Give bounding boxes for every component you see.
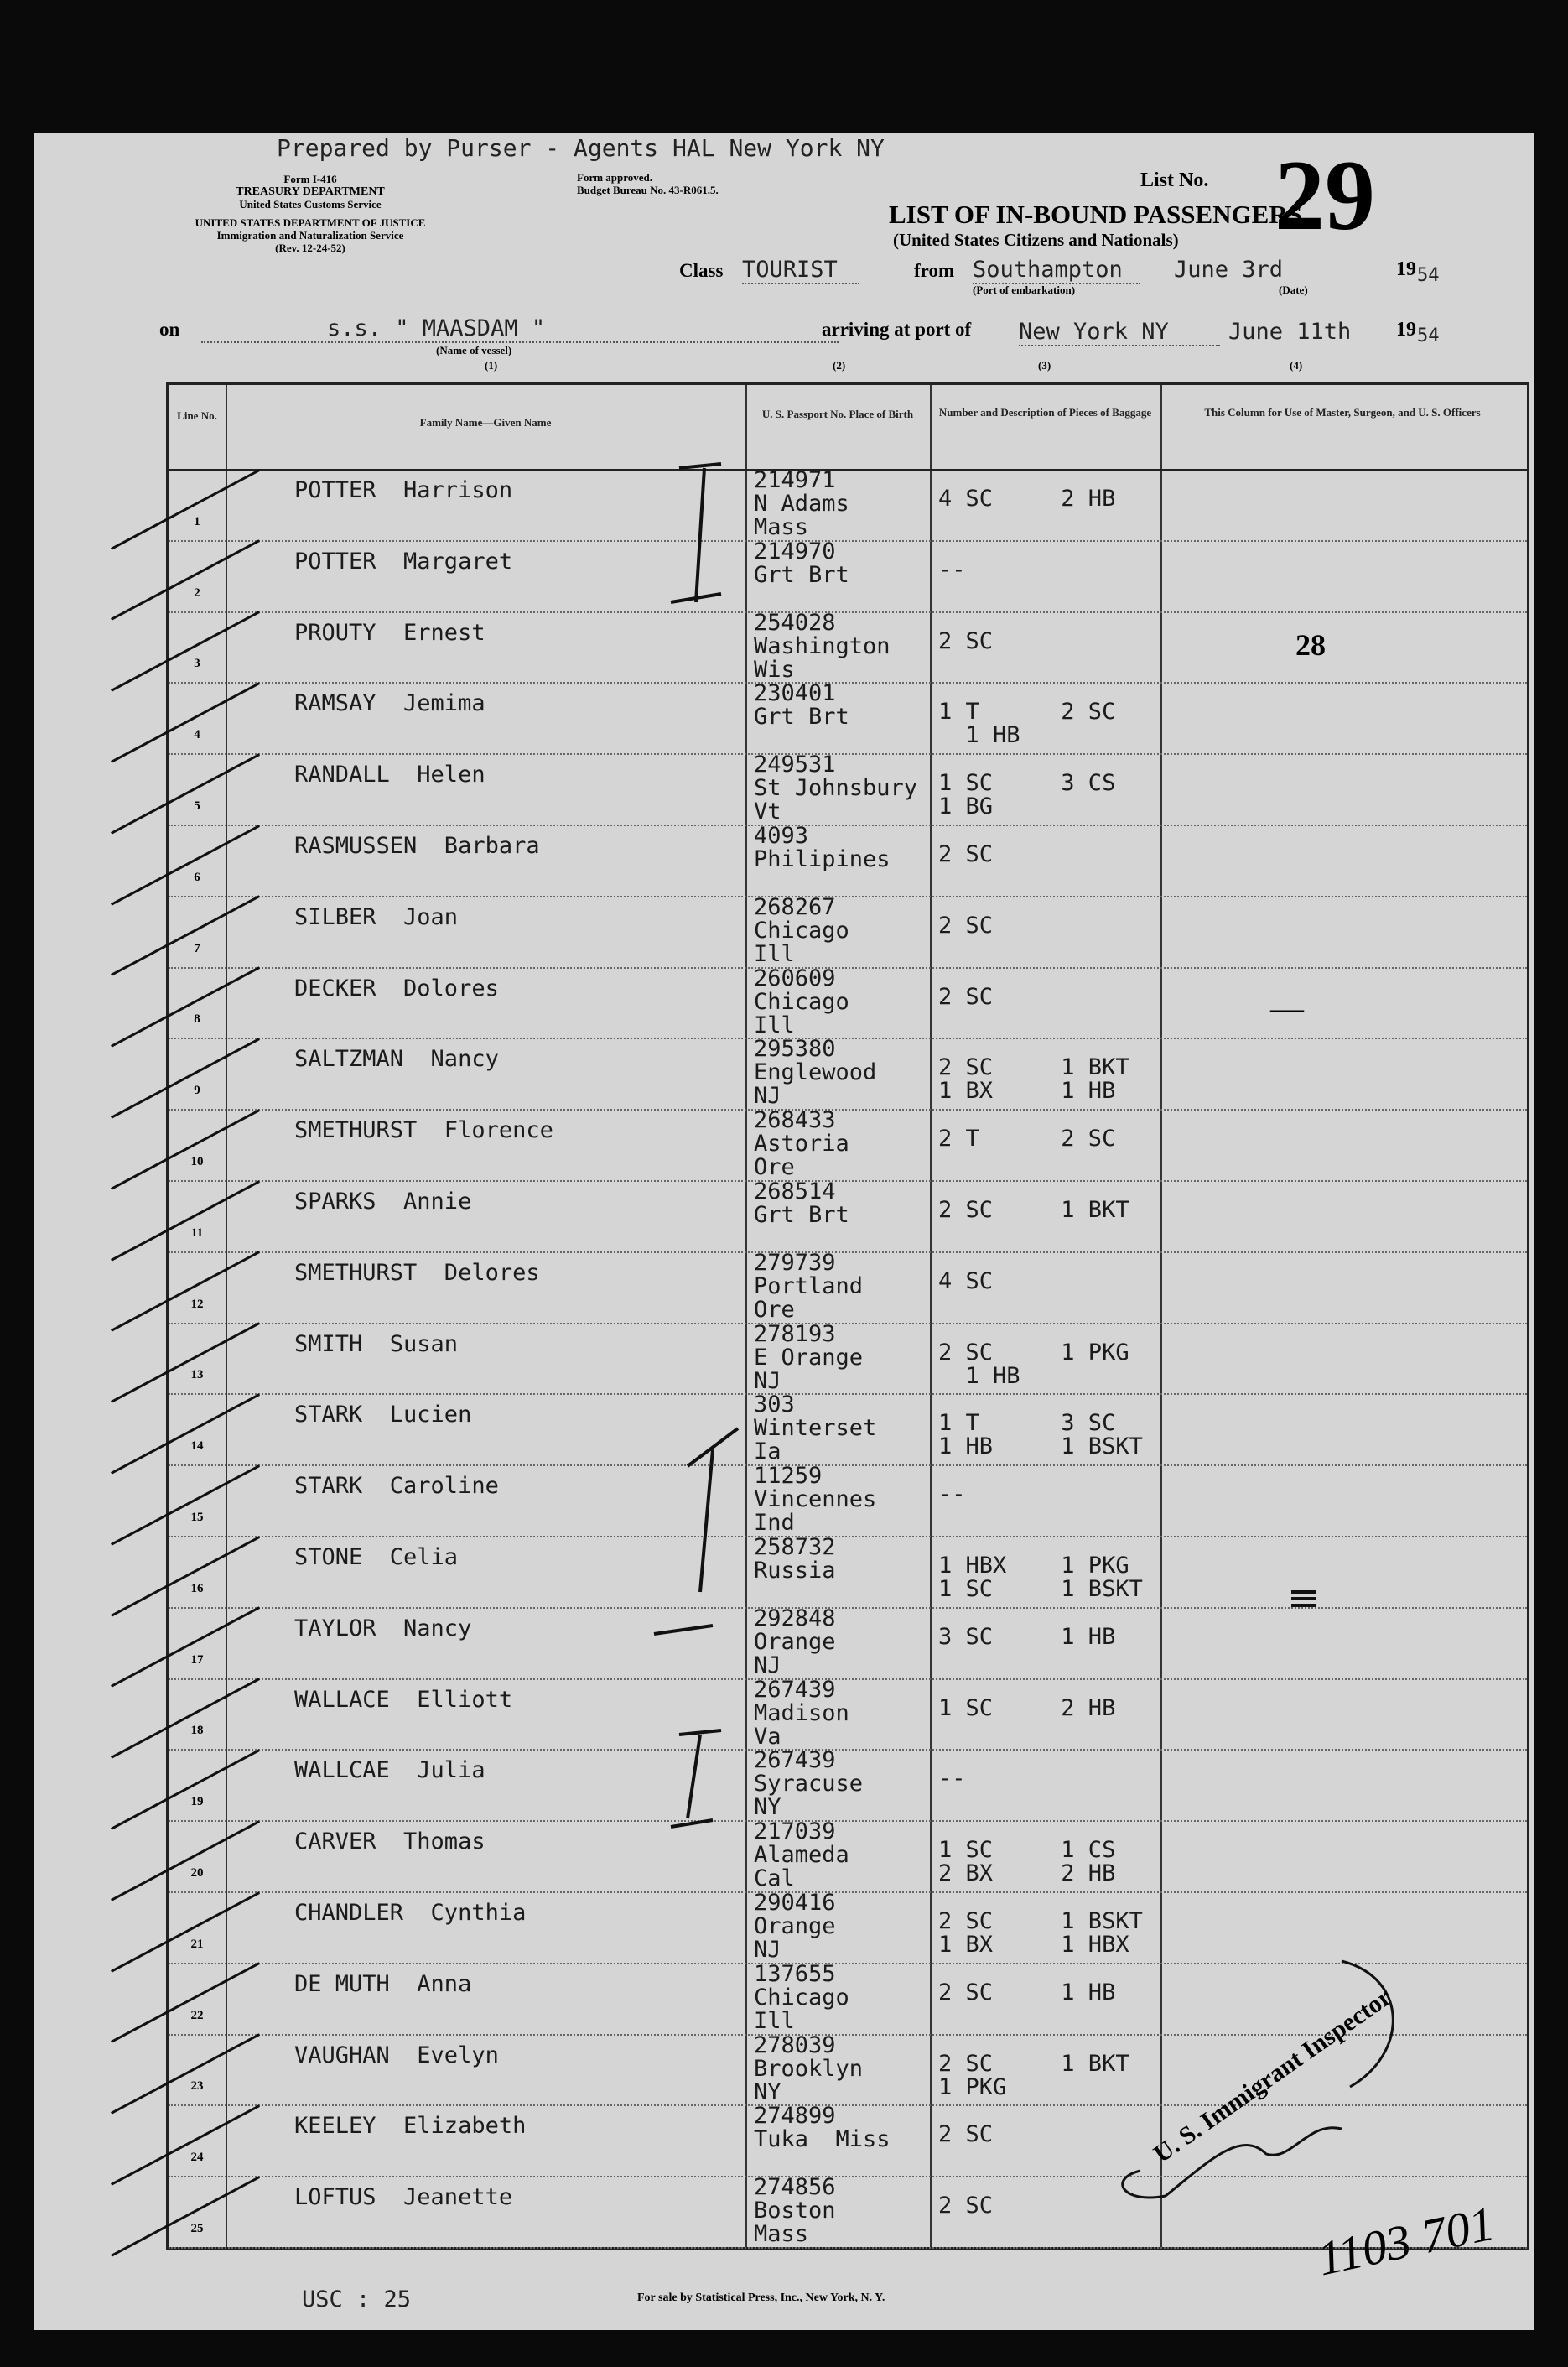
line-number: 11 <box>190 1225 204 1240</box>
inspector-marks <box>34 133 1534 2330</box>
place-of-birth: Madison Va <box>754 1699 849 1750</box>
passport-number: 254028 <box>754 609 836 636</box>
passenger-name: POTTER Margaret <box>294 548 513 575</box>
passenger-name: CARVER Thomas <box>294 1829 485 1855</box>
passport-number: 290416 <box>754 1890 836 1916</box>
line-number: 17 <box>190 1652 204 1667</box>
passport-number: 217039 <box>754 1818 836 1845</box>
passenger-name: SILBER Joan <box>294 903 459 930</box>
from-year: 54 <box>1417 265 1440 286</box>
place-of-birth: Russia <box>754 1558 836 1584</box>
passenger-name: STARK Caroline <box>294 1473 499 1500</box>
line-number: 20 <box>190 1865 204 1880</box>
manifest-page <box>34 133 1534 2330</box>
place-of-birth: Syracuse NY <box>754 1771 864 1821</box>
place-of-birth: Grt Brt <box>754 1202 849 1228</box>
place-of-birth: Grt Brt <box>754 561 849 588</box>
place-of-birth: Boston Mass <box>754 2198 836 2248</box>
col-line-no: Line No. <box>177 409 217 422</box>
col-officers: This Column for Use of Master, Surgeon, and U. S. Officers <box>1204 406 1481 419</box>
baggage-cell: 2 SC <box>938 627 994 654</box>
embark-caption: (Port of embarkation) <box>973 284 1076 296</box>
passport-number: 268433 <box>754 1107 836 1134</box>
baggage-cell: 1 T 3 SC 1 HB 1 BSKT <box>938 1410 1143 1460</box>
inspector-stamp: U. S. Immigrant Inspector <box>1149 1983 1397 2169</box>
passenger-name: TAYLOR Nancy <box>294 1615 472 1641</box>
from-date: June 3rd <box>1174 257 1284 283</box>
justice-dept: UNITED STATES DEPARTMENT OF JUSTICE <box>195 216 426 229</box>
col-passport: U. S. Passport No. Place of Birth <box>761 408 914 420</box>
passenger-name: SMETHURST Delores <box>294 1259 540 1286</box>
form-number: Form I-416 <box>283 173 337 185</box>
passport-number: 268514 <box>754 1178 836 1204</box>
line-number: 5 <box>194 799 200 813</box>
officer-dash: — <box>1270 989 1304 1027</box>
place-of-birth: N Adams Mass <box>754 491 849 540</box>
handwritten-number: 1103 701 <box>1312 2195 1499 2286</box>
vessel-name: s.s. " MAASDAM " <box>201 315 839 343</box>
passport-number: 11259 <box>754 1463 823 1490</box>
place-of-birth: Englewood NJ <box>754 1059 877 1110</box>
line-number: 1 <box>194 514 200 528</box>
passport-number: 214970 <box>754 538 836 564</box>
place-of-birth: Chicago Ill <box>754 917 849 967</box>
line-number: 8 <box>194 1012 200 1027</box>
passenger-name: KEELEY Elizabeth <box>294 2113 527 2140</box>
baggage-cell: 2 SC 1 BKT 1 BX 1 HB <box>938 1054 1129 1105</box>
baggage-cell: 3 SC 1 HB <box>938 1623 1116 1650</box>
baggage-cell: 2 SC 1 BKT 1 PKG <box>938 2050 1129 2100</box>
col-name: Family Name—Given Name <box>419 416 552 429</box>
place-of-birth: Orange NJ <box>754 1628 836 1678</box>
passport-number: 4093 <box>754 823 809 849</box>
line-number: 2 <box>194 585 200 600</box>
col3-number: (3) <box>1038 359 1051 372</box>
prepared-by: Prepared by Purser - Agents HAL New York NY <box>277 134 885 162</box>
passenger-name: CHANDLER Cynthia <box>294 1900 527 1926</box>
baggage-cell: -- <box>938 1481 966 1508</box>
place-of-birth: Brooklyn NY <box>754 2055 864 2105</box>
place-of-birth: Tuka Miss <box>754 2126 890 2153</box>
line-number: 6 <box>194 870 200 884</box>
arriving-label: arriving at port of <box>822 319 972 340</box>
line-number: 9 <box>194 1084 200 1098</box>
passenger-name: RANDALL Helen <box>294 762 485 788</box>
passport-number: 267439 <box>754 1676 836 1703</box>
col1-number: (1) <box>485 359 498 372</box>
class-value: TOURIST <box>742 257 859 284</box>
place-of-birth: E Orange NJ <box>754 1344 864 1394</box>
list-title: LIST OF IN-BOUND PASSENGERS <box>889 200 1302 229</box>
line-number: 22 <box>190 2008 204 2022</box>
list-subtitle: (United States Citizens and Nationals) <box>893 230 1179 250</box>
passport-number: 279739 <box>754 1249 836 1276</box>
place-of-birth: Chicago Ill <box>754 988 849 1038</box>
line-number: 19 <box>190 1795 204 1809</box>
col-baggage: Number and Description of Pieces of Baggage <box>938 406 1152 419</box>
place-of-birth: Portland Ore <box>754 1272 864 1323</box>
baggage-cell: 2 SC 1 PKG 1 HB <box>938 1339 1129 1389</box>
passport-number: 268267 <box>754 893 836 920</box>
baggage-cell: 2 SC <box>938 841 994 867</box>
list-no-label: List No. <box>1140 169 1209 191</box>
baggage-cell: -- <box>938 1766 966 1792</box>
passport-number: 260609 <box>754 965 836 991</box>
vessel-caption: (Name of vessel) <box>436 344 512 356</box>
baggage-cell: -- <box>938 556 966 583</box>
revision: (Rev. 12-24-52) <box>275 242 345 254</box>
place-of-birth: St Johnsbury Vt <box>754 775 918 825</box>
baggage-cell: 2 SC 1 HB <box>938 1979 1116 2005</box>
place-of-birth: Grt Brt <box>754 704 849 731</box>
passport-number: 274899 <box>754 2103 836 2130</box>
passenger-name: SALTZMAN Nancy <box>294 1046 499 1073</box>
arrival-year-prefix: 19 <box>1396 319 1416 341</box>
arrival-port: New York NY <box>1019 319 1220 346</box>
line-number: 15 <box>190 1510 204 1524</box>
passenger-name: RASMUSSEN Barbara <box>294 833 540 859</box>
line-number: 18 <box>190 1724 204 1738</box>
passport-number: 295380 <box>754 1036 836 1063</box>
line-number: 7 <box>194 941 200 955</box>
line-number: 13 <box>190 1368 204 1382</box>
passport-number: 278193 <box>754 1320 836 1347</box>
line-number: 24 <box>190 2151 204 2165</box>
line-number: 3 <box>194 657 200 671</box>
passport-number: 278039 <box>754 2031 836 2058</box>
passport-number: 292848 <box>754 1605 836 1631</box>
place-of-birth: Philipines <box>754 846 890 872</box>
baggage-cell: 1 SC 1 CS 2 BX 2 HB <box>938 1837 1116 1887</box>
line-number: 25 <box>190 2221 204 2235</box>
passenger-name: VAUGHAN Evelyn <box>294 2042 499 2068</box>
passenger-name: POTTER Harrison <box>294 477 513 503</box>
baggage-cell: 1 HBX 1 PKG 1 SC 1 BSKT <box>938 1553 1143 1602</box>
place-of-birth: Alameda Cal <box>754 1842 849 1892</box>
line-number: 12 <box>190 1297 204 1311</box>
passenger-name: DECKER Dolores <box>294 975 499 1001</box>
line-number: 10 <box>190 1154 204 1168</box>
passenger-name: SMETHURST Florence <box>294 1117 553 1144</box>
from-label: from <box>914 260 955 281</box>
passenger-name: LOFTUS Jeanette <box>294 2184 513 2211</box>
place-of-birth: Orange NJ <box>754 1913 836 1963</box>
place-of-birth: Winterset Ia <box>754 1415 877 1465</box>
arrival-date: June 11th <box>1228 319 1352 345</box>
passport-number: 274856 <box>754 2174 836 2201</box>
baggage-cell: 2 SC 1 BSKT 1 BX 1 HBX <box>938 1908 1143 1958</box>
printer-note: For sale by Statistical Press, Inc., New York, N. Y. <box>637 2292 885 2304</box>
passenger-name: WALLACE Elliott <box>294 1686 513 1713</box>
place-of-birth: Washington Wis <box>754 632 890 683</box>
baggage-cell: 2 SC <box>938 2121 994 2148</box>
col2-number: (2) <box>833 359 846 372</box>
passport-number: 137655 <box>754 1960 836 1987</box>
budget-number: Budget Bureau No. 43-R061.5. <box>577 184 719 196</box>
on-label: on <box>159 319 180 340</box>
ins-service: Immigration and Naturalization Service <box>216 229 404 242</box>
baggage-cell: 2 SC <box>938 912 994 939</box>
from-year-prefix: 19 <box>1396 258 1416 280</box>
passport-number: 214971 <box>754 467 836 493</box>
col4-number: (4) <box>1290 359 1303 372</box>
passport-number: 303 <box>754 1392 795 1418</box>
treasury-dept: TREASURY DEPARTMENT <box>236 185 385 198</box>
passenger-name: DE MUTH Anna <box>294 1970 472 1997</box>
line-number: 14 <box>190 1439 204 1454</box>
passenger-name: WALLCAE Julia <box>294 1757 485 1784</box>
passenger-name: SMITH Susan <box>294 1330 459 1357</box>
line-number: 4 <box>194 728 200 742</box>
baggage-cell: 4 SC 2 HB <box>938 486 1116 512</box>
passenger-name: PROUTY Ernest <box>294 619 485 646</box>
passport-number: 249531 <box>754 752 836 778</box>
passport-number: 258732 <box>754 1534 836 1560</box>
passenger-name: SPARKS Annie <box>294 1189 472 1215</box>
passenger-name: RAMSAY Jemima <box>294 690 485 717</box>
place-of-birth: Vincennes Ind <box>754 1486 877 1537</box>
form-approved: Form approved. <box>577 171 653 184</box>
baggage-cell: 2 SC <box>938 2193 994 2219</box>
baggage-cell: 4 SC <box>938 1267 994 1294</box>
line-number: 21 <box>190 1937 204 1951</box>
passenger-name: STARK Lucien <box>294 1402 472 1428</box>
passenger-name: STONE Celia <box>294 1544 459 1570</box>
baggage-cell: 2 SC 1 BKT <box>938 1197 1129 1223</box>
baggage-cell: 1 SC 2 HB <box>938 1694 1116 1721</box>
baggage-cell: 1 SC 3 CS 1 BG <box>938 770 1116 820</box>
from-port: Southampton <box>973 257 1140 284</box>
passport-number: 230401 <box>754 680 836 707</box>
place-of-birth: Chicago Ill <box>754 1984 849 2034</box>
class-label: Class <box>679 260 724 281</box>
line-number: 16 <box>190 1581 204 1595</box>
arrival-year: 54 <box>1417 325 1440 346</box>
date-caption: (Date) <box>1279 284 1308 296</box>
baggage-cell: 1 T 2 SC 1 HB <box>938 699 1116 749</box>
customs-service: United States Customs Service <box>239 198 382 211</box>
passport-number: 267439 <box>754 1747 836 1774</box>
place-of-birth: Astoria Ore <box>754 1131 849 1181</box>
baggage-cell: 2 T 2 SC <box>938 1126 1116 1152</box>
footer-count: USC : 25 <box>302 2286 412 2312</box>
officer-note: 28 <box>1295 628 1326 662</box>
line-number: 23 <box>190 2079 204 2094</box>
baggage-cell: 2 SC <box>938 983 994 1010</box>
list-number: 29 <box>1275 139 1375 251</box>
